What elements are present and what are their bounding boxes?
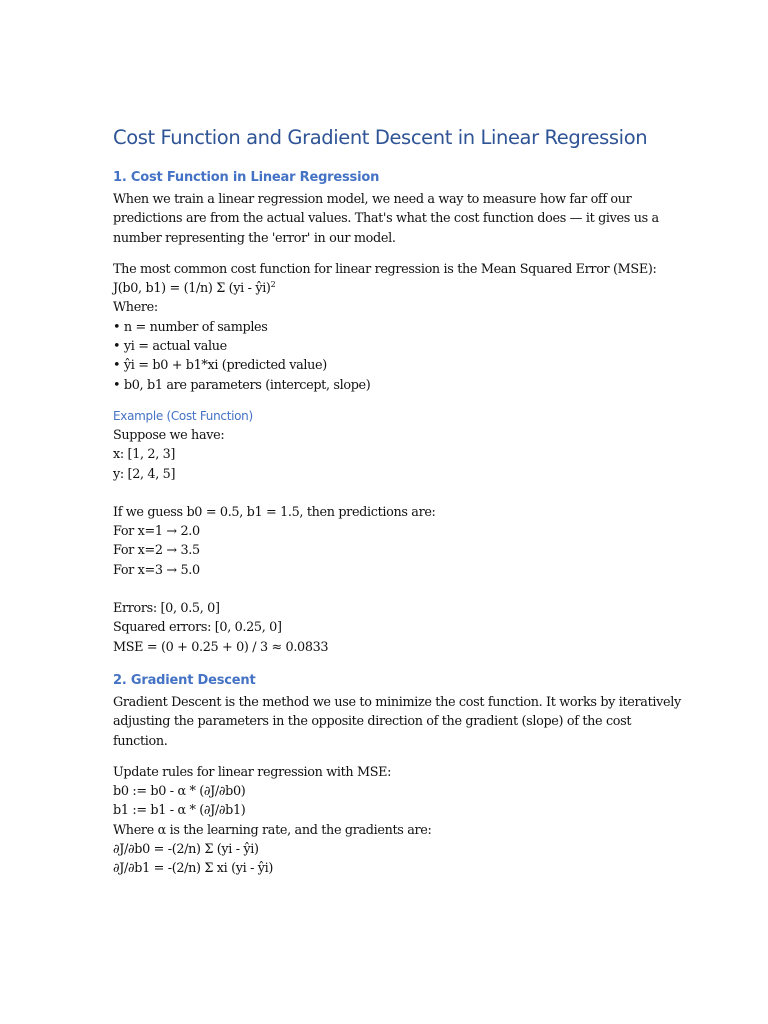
text-line: ∂J/∂b0 = -(2/n) Σ (yi - ŷi) <box>113 842 259 858</box>
text-line: b1 := b1 - α * (∂J/∂b1) <box>113 803 246 819</box>
text-line: ∂J/∂b1 = -(2/n) Σ xi (yi - ŷi) <box>113 861 274 877</box>
text-line: x: [1, 2, 3] <box>113 447 176 463</box>
example-heading: Example (Cost Function) <box>113 408 253 423</box>
example-block <box>113 426 668 657</box>
text-line: b0 := b0 - α * (∂J/∂b0) <box>113 784 246 800</box>
text-line: number representing the 'error' in our model. <box>113 230 396 246</box>
mse-formula <box>113 279 668 298</box>
text-line: Gradient Descent is the method we use to minimize the cost function. It works by iteratively <box>113 694 681 710</box>
text-line: For x=2 → 3.5 <box>113 543 200 559</box>
text-line: predictions are from the actual values. That's what the cost function does — it gives us a <box>113 211 659 227</box>
where-label: Where: <box>113 300 158 316</box>
section-1-intro <box>113 190 668 248</box>
where-item: • n = number of samples <box>113 319 268 335</box>
text-line: MSE = (0 + 0.25 + 0) / 3 ≈ 0.0833 <box>113 639 329 655</box>
text-line: Where α is the learning rate, and the gradients are: <box>113 822 432 838</box>
section-1-heading: 1. Cost Function in Linear Regression <box>113 170 380 185</box>
text-line: If we guess b0 = 0.5, b1 = 1.5, then predictions are: <box>113 504 436 520</box>
text-line: function. <box>113 733 168 749</box>
mse-definition <box>113 260 668 395</box>
section-2-intro <box>113 693 681 751</box>
mse-intro-line: The most common cost function for linear regression is the Mean Squared Error (MSE): <box>113 261 657 277</box>
text-line: When we train a linear regression model, we need a way to measure how far off our <box>113 192 632 207</box>
text-line: Suppose we have: <box>113 427 225 443</box>
section-2-heading: 2. Gradient Descent <box>113 672 256 688</box>
text-line: adjusting the parameters in the opposite direction of the gradient (slope) of the cost <box>113 714 632 730</box>
text-line: For x=3 → 5.0 <box>113 562 200 578</box>
formula-text: J(b0, b1) = (1/n) Σ (yi - ŷi) <box>113 281 271 297</box>
document-title: Cost Function and Gradient Descent in Linear Regression <box>113 126 648 149</box>
formula-exponent: 2 <box>270 280 276 290</box>
text-line: Squared errors: [0, 0.25, 0] <box>113 620 282 636</box>
where-item: • b0, b1 are parameters (intercept, slope) <box>113 377 371 393</box>
text-line: Errors: [0, 0.5, 0] <box>113 601 220 617</box>
text-line: For x=1 → 2.0 <box>113 524 200 540</box>
text-line: Update rules for linear regression with MSE: <box>113 764 392 780</box>
where-item: • yi = actual value <box>113 339 227 355</box>
text-line: y: [2, 4, 5] <box>113 466 176 482</box>
where-item: • ŷi = b0 + b1*xi (predicted value) <box>113 358 327 374</box>
update-rules <box>113 763 668 879</box>
